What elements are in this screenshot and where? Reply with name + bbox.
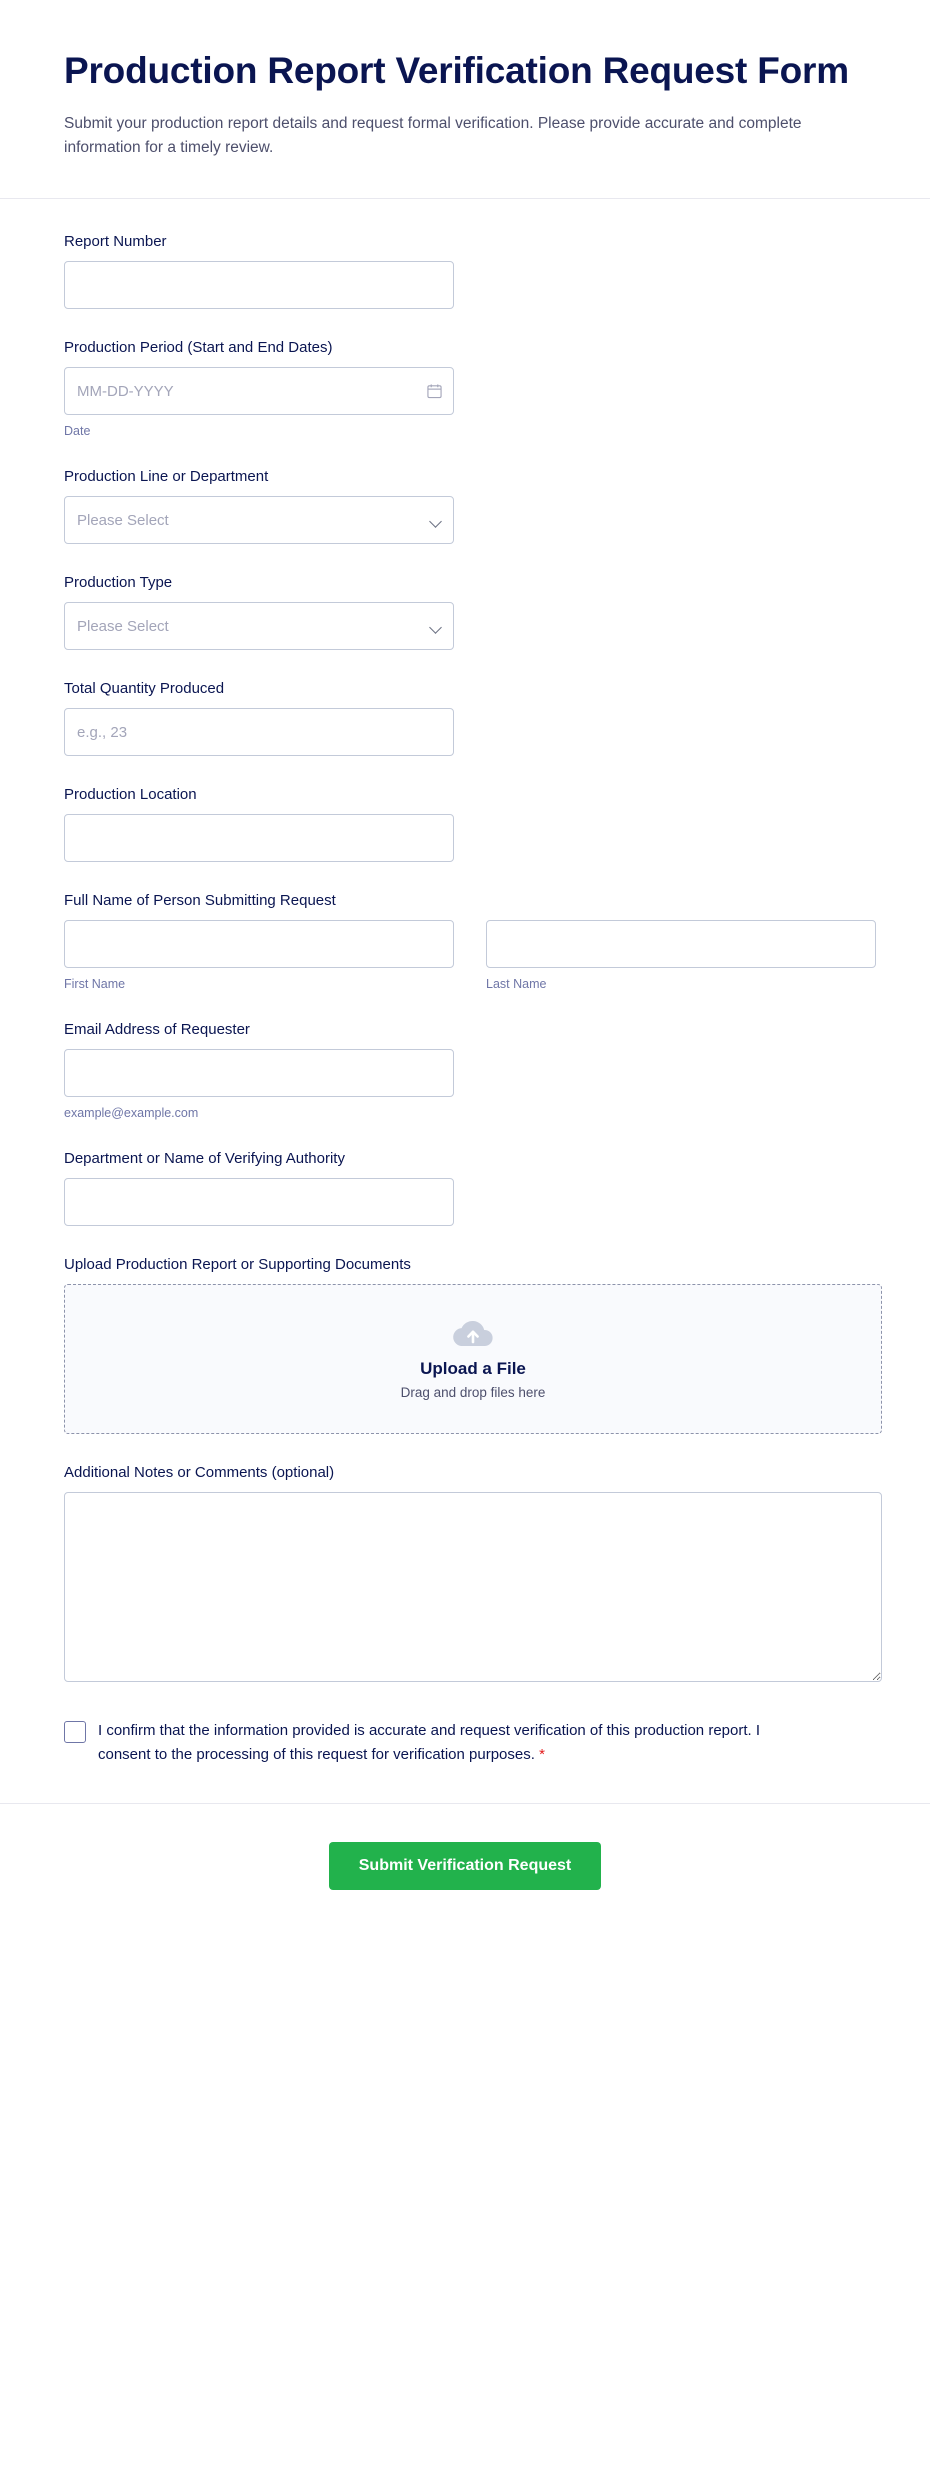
form-header	[0, 0, 930, 199]
upload-hint: Drag and drop files here	[400, 1384, 546, 1400]
notes-textarea[interactable]	[64, 1492, 882, 1682]
consent-row	[64, 1719, 866, 1767]
consent-text: I confirm that the information provided is accurate and request verification of this production report. I consent to the processing of this request for verification purposes.	[98, 1722, 761, 1764]
first-name-col	[64, 920, 454, 991]
field-full-name	[64, 892, 866, 991]
production-type-label: Production Type	[64, 574, 173, 592]
required-marker: *	[539, 1746, 545, 1764]
upload-label: Upload Production Report or Supporting Documents	[64, 1256, 411, 1274]
total-quantity-label: Total Quantity Produced	[64, 680, 225, 698]
production-period-sub-label: Date	[64, 424, 91, 439]
field-verifying-authority	[64, 1150, 866, 1226]
production-location-label: Production Location	[64, 786, 197, 804]
production-period-label: Production Period (Start and End Dates)	[64, 339, 333, 357]
production-location-input[interactable]	[64, 814, 454, 862]
field-upload	[64, 1256, 866, 1434]
production-type-select-wrap	[64, 602, 454, 650]
field-production-location	[64, 786, 866, 862]
consent-checkbox[interactable]	[64, 1721, 86, 1743]
total-quantity-input[interactable]	[64, 708, 454, 756]
last-name-input[interactable]	[486, 920, 876, 968]
field-total-quantity	[64, 680, 866, 756]
production-line-label: Production Line or Department	[64, 468, 269, 486]
form-footer	[0, 1803, 930, 1938]
production-line-select-wrap	[64, 496, 454, 544]
production-type-select[interactable]	[64, 602, 454, 650]
email-sub-label: example@example.com	[64, 1106, 199, 1121]
form-body	[0, 199, 930, 1803]
consent-text-wrap	[98, 1719, 778, 1767]
field-production-period	[64, 339, 866, 438]
email-label: Email Address of Requester	[64, 1021, 250, 1039]
notes-label: Additional Notes or Comments (optional)	[64, 1464, 335, 1482]
date-input-wrap	[64, 367, 454, 415]
field-report-number	[64, 233, 866, 309]
production-period-date-input[interactable]	[64, 367, 454, 415]
file-upload-dropzone[interactable]	[64, 1284, 882, 1434]
form-subtitle: Submit your production report details and request formal verification. Please provide accurate and complete information for a timely review.	[64, 115, 802, 157]
verifying-authority-input[interactable]	[64, 1178, 454, 1226]
submit-button[interactable]: Submit Verification Request	[329, 1842, 601, 1890]
field-production-type	[64, 574, 866, 650]
page-title: Production Report Verification Request Form	[64, 50, 849, 91]
last-name-sub-label: Last Name	[486, 977, 547, 992]
full-name-row	[64, 920, 866, 991]
last-name-col	[486, 920, 876, 991]
field-notes	[64, 1464, 866, 1687]
field-production-line	[64, 468, 866, 544]
field-email	[64, 1021, 866, 1120]
upload-cloud-icon	[450, 1319, 496, 1351]
verifying-authority-label: Department or Name of Verifying Authority	[64, 1150, 345, 1168]
full-name-label: Full Name of Person Submitting Request	[64, 892, 336, 910]
email-field[interactable]	[64, 1049, 454, 1097]
report-number-label: Report Number	[64, 233, 167, 251]
production-line-select[interactable]	[64, 496, 454, 544]
first-name-input[interactable]	[64, 920, 454, 968]
upload-button-text: Upload a File	[420, 1358, 526, 1378]
report-number-input[interactable]	[64, 261, 454, 309]
first-name-sub-label: First Name	[64, 977, 126, 992]
